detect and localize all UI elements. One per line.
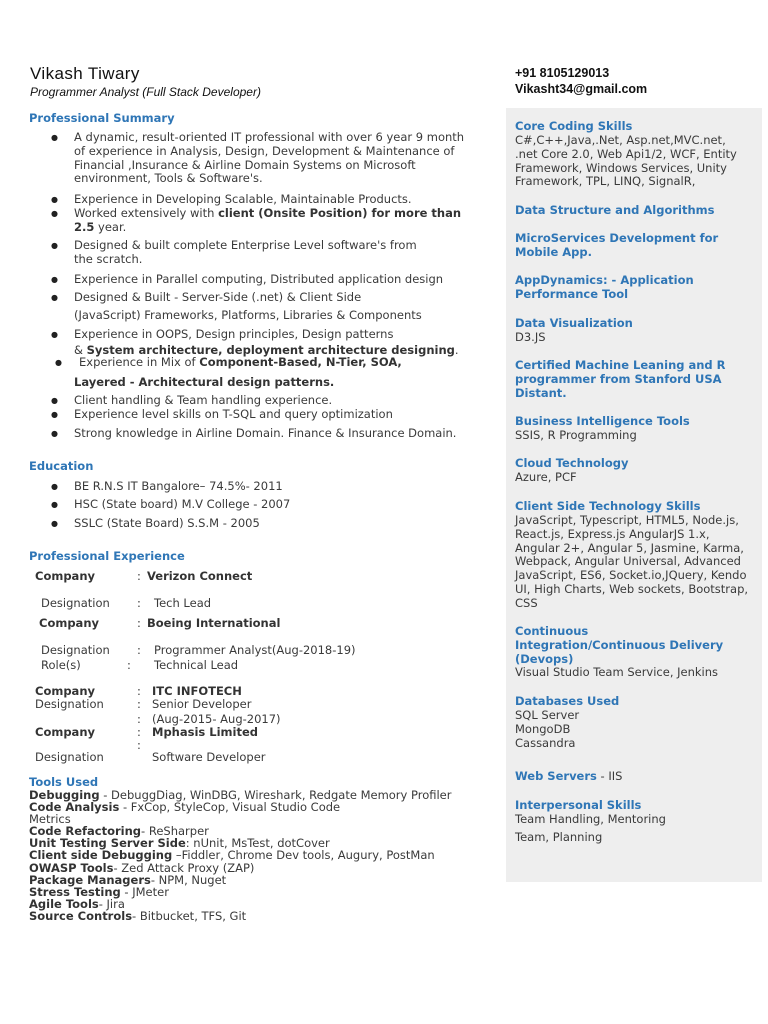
cloud-text: Azure, PCF (515, 470, 577, 484)
data-visualization-heading: Data Visualization (515, 316, 633, 330)
company-label: Company (35, 569, 95, 583)
summary-item: Experience level skills on T-SQL and query optimization (74, 407, 393, 421)
summary-item: Designed & built complete Enterprise Level software's from the scratch. (74, 238, 417, 266)
designation-value: Senior Developer (152, 697, 252, 711)
bullet-icon: ● (51, 293, 58, 302)
tool-row (29, 801, 499, 813)
interpersonal-item: Team Handling, Mentoring (515, 812, 666, 826)
tool-category: Package Managers (29, 872, 151, 887)
summary-item: Experience in Mix of Component-Based, N-Tier, SOA, (79, 355, 402, 369)
interpersonal-heading: Interpersonal Skills (515, 798, 642, 812)
bullet-icon: ● (51, 133, 58, 142)
tool-category: Client side Debugging (29, 848, 173, 863)
bullet-icon: ● (51, 275, 58, 284)
skills-sidebar (506, 108, 762, 882)
tools-heading: Tools Used (29, 775, 99, 789)
roles-label: Role(s) (41, 658, 81, 672)
data-visualization-text: D3.JS (515, 330, 546, 344)
phone-number: +91 8105129013 (515, 66, 610, 80)
tool-values: : nUnit, MsTest, dotCover (185, 836, 330, 851)
designation-label: Designation (35, 750, 104, 764)
certification-heading: Certified Machine Leaning and R programmer from Stanford USA Distant. (515, 358, 726, 400)
cloud-heading: Cloud Technology (515, 456, 629, 470)
designation-value: Tech Lead (154, 596, 212, 610)
colon: : (137, 616, 141, 630)
colon: : (137, 684, 141, 698)
colon: : (137, 738, 141, 752)
designation-value: Software Developer (152, 750, 266, 764)
devops-text: Visual Studio Team Service, Jenkins (515, 665, 719, 679)
designation-label: Designation (41, 596, 110, 610)
company-label: Company (35, 725, 95, 739)
bullet-icon: ● (51, 519, 58, 528)
colon: : (137, 712, 141, 726)
summary-item: Layered - Architectural design patterns. (74, 375, 335, 389)
education-item: SSLC (State Board) S.S.M - 2005 (74, 516, 260, 530)
client-side-text: JavaScript, Typescript, HTML5, Node.js, React.js, Express.js AngularJS 1.x, Angular 2+, Angular 5, Jasmine, Karma, Webpack, Angular Universal, Advanced JavaScript, ES6, Socket.io,JQuery, Kendo UI, High Charts, Web sockets, Bootstrap, CSS (515, 513, 749, 610)
web-servers-value: - IIS (596, 769, 623, 783)
bullet-icon: ● (51, 482, 58, 491)
tool-category: Debugging (29, 788, 100, 802)
bullet-icon: ● (51, 195, 58, 204)
period-value: (Aug-2015- Aug-2017) (152, 712, 281, 726)
interpersonal-item: Team, Planning (515, 830, 603, 844)
experience-heading: Professional Experience (29, 549, 185, 563)
company-name: ITC INFOTECH (152, 684, 242, 698)
tool-values: - Jira (98, 896, 125, 911)
company-name: Verizon Connect (147, 569, 253, 583)
summary-heading: Professional Summary (29, 111, 175, 125)
education-item: BE R.N.S IT Bangalore– 74.5%- 2011 (74, 479, 283, 493)
client-side-heading: Client Side Technology Skills (515, 499, 701, 513)
company-label: Company (39, 616, 99, 630)
tool-values: - DebuggDiag, WinDBG, Wireshark, Redgate Memory Profiler (99, 788, 452, 802)
dsa-heading: Data Structure and Algorithms (515, 203, 715, 217)
designation-label: Designation (35, 697, 104, 711)
tool-category: Stress Testing (29, 884, 121, 899)
tool-row (29, 910, 499, 922)
education-heading: Education (29, 459, 94, 473)
candidate-name: Vikash Tiwary (30, 64, 140, 83)
summary-item: Worked extensively with client (Onsite Position) for more than 2.5 year. (74, 206, 462, 234)
databases-heading: Databases Used (515, 694, 620, 708)
bullet-icon: ● (51, 429, 58, 438)
web-servers-title: Web Servers (515, 769, 597, 783)
tool-values: - ReSharper (141, 824, 209, 839)
bullet-icon: ● (51, 209, 58, 218)
summary-item: & System architecture, deployment architecture designing. (74, 343, 459, 357)
bi-tools-heading: Business Intelligence Tools (515, 414, 690, 428)
tool-values: - Bitbucket, TFS, Git (132, 908, 247, 923)
roles-value: Technical Lead (154, 658, 239, 672)
bullet-icon: ● (55, 358, 62, 367)
colon: : (137, 596, 141, 610)
core-skills-text: C#,C++,Java,.Net, Asp.net,MVC.net, .net Core 2.0, Web Api1/2, WCF, Entity Framework, Windows Services, Unity Framework, TPL, LINQ, SignalR, (515, 133, 737, 189)
email-address: Vikasht34@gmail.com (515, 82, 648, 96)
microservices-heading: MicroServices Development for Mobile App. (515, 231, 719, 259)
tool-values: - JMeter (120, 884, 169, 899)
colon: : (137, 643, 141, 657)
appdynamics-heading: AppDynamics: - Application Performance Tool (515, 273, 694, 301)
company-name: Mphasis Limited (152, 725, 258, 739)
tool-category: Agile Tools (29, 896, 99, 911)
summary-item: Experience in Parallel computing, Distributed application design (74, 272, 444, 286)
summary-item: Strong knowledge in Airline Domain. Finance & Insurance Domain. (74, 426, 457, 440)
education-item: HSC (State board) M.V College - 2007 (74, 497, 291, 511)
bullet-icon: ● (51, 330, 58, 339)
tool-values: - Zed Attack Proxy (ZAP) (113, 860, 255, 875)
tool-values: - NPM, Nuget (150, 872, 227, 887)
company-name: Boeing International (147, 616, 281, 630)
database-item: Cassandra (515, 736, 576, 750)
summary-item: A dynamic, result-oriented IT professional with over 6 year 9 month of experience in Analysis, Design, Development & Maintenance of Financial ,Insurance & Airline Domain Systems on Microsoft environment, Tools & Software's. (74, 130, 465, 186)
web-servers-heading (515, 769, 745, 783)
colon: : (137, 569, 141, 583)
tool-values: –Fiddler, Chrome Dev tools, Augury, PostMan (172, 848, 435, 863)
tool-category: Source Controls (29, 908, 133, 923)
colon: : (127, 658, 131, 672)
company-label: Company (35, 684, 95, 698)
devops-heading: Continuous Integration/Continuous Delivery (Devops) (515, 624, 724, 666)
core-skills-heading: Core Coding Skills (515, 119, 633, 133)
candidate-role: Programmer Analyst (Full Stack Developer) (30, 85, 261, 99)
tool-category: Unit Testing Server Side (29, 836, 186, 851)
tools-list (29, 789, 499, 922)
bullet-icon: ● (51, 500, 58, 509)
designation-label: Designation (41, 643, 110, 657)
database-item: SQL Server (515, 708, 580, 722)
database-item: MongoDB (515, 722, 571, 736)
bi-tools-text: SSIS, R Programming (515, 428, 637, 442)
summary-item: (JavaScript) Frameworks, Platforms, Libraries & Components (74, 308, 422, 322)
summary-item: Experience in Developing Scalable, Maintainable Products. (74, 192, 412, 206)
tool-category: Code Refactoring (29, 824, 142, 839)
tool-category: Code Analysis (29, 800, 120, 815)
bullet-icon: ● (51, 410, 58, 419)
tool-category: OWASP Tools (29, 860, 114, 875)
tool-values: - FxCop, StyleCop, Visual Studio Code (119, 800, 341, 815)
colon: : (137, 725, 141, 739)
summary-item: Designed & Built - Server-Side (.net) & Client Side (74, 290, 362, 304)
bullet-icon: ● (51, 241, 58, 250)
tool-values: Metrics (29, 812, 71, 827)
designation-value: Programmer Analyst(Aug-2018-19) (154, 643, 356, 657)
summary-item: Client handling & Team handling experience. (74, 393, 333, 407)
colon: : (137, 697, 141, 711)
bullet-icon: ● (51, 396, 58, 405)
summary-item: Experience in OOPS, Design principles, Design patterns (74, 327, 394, 341)
